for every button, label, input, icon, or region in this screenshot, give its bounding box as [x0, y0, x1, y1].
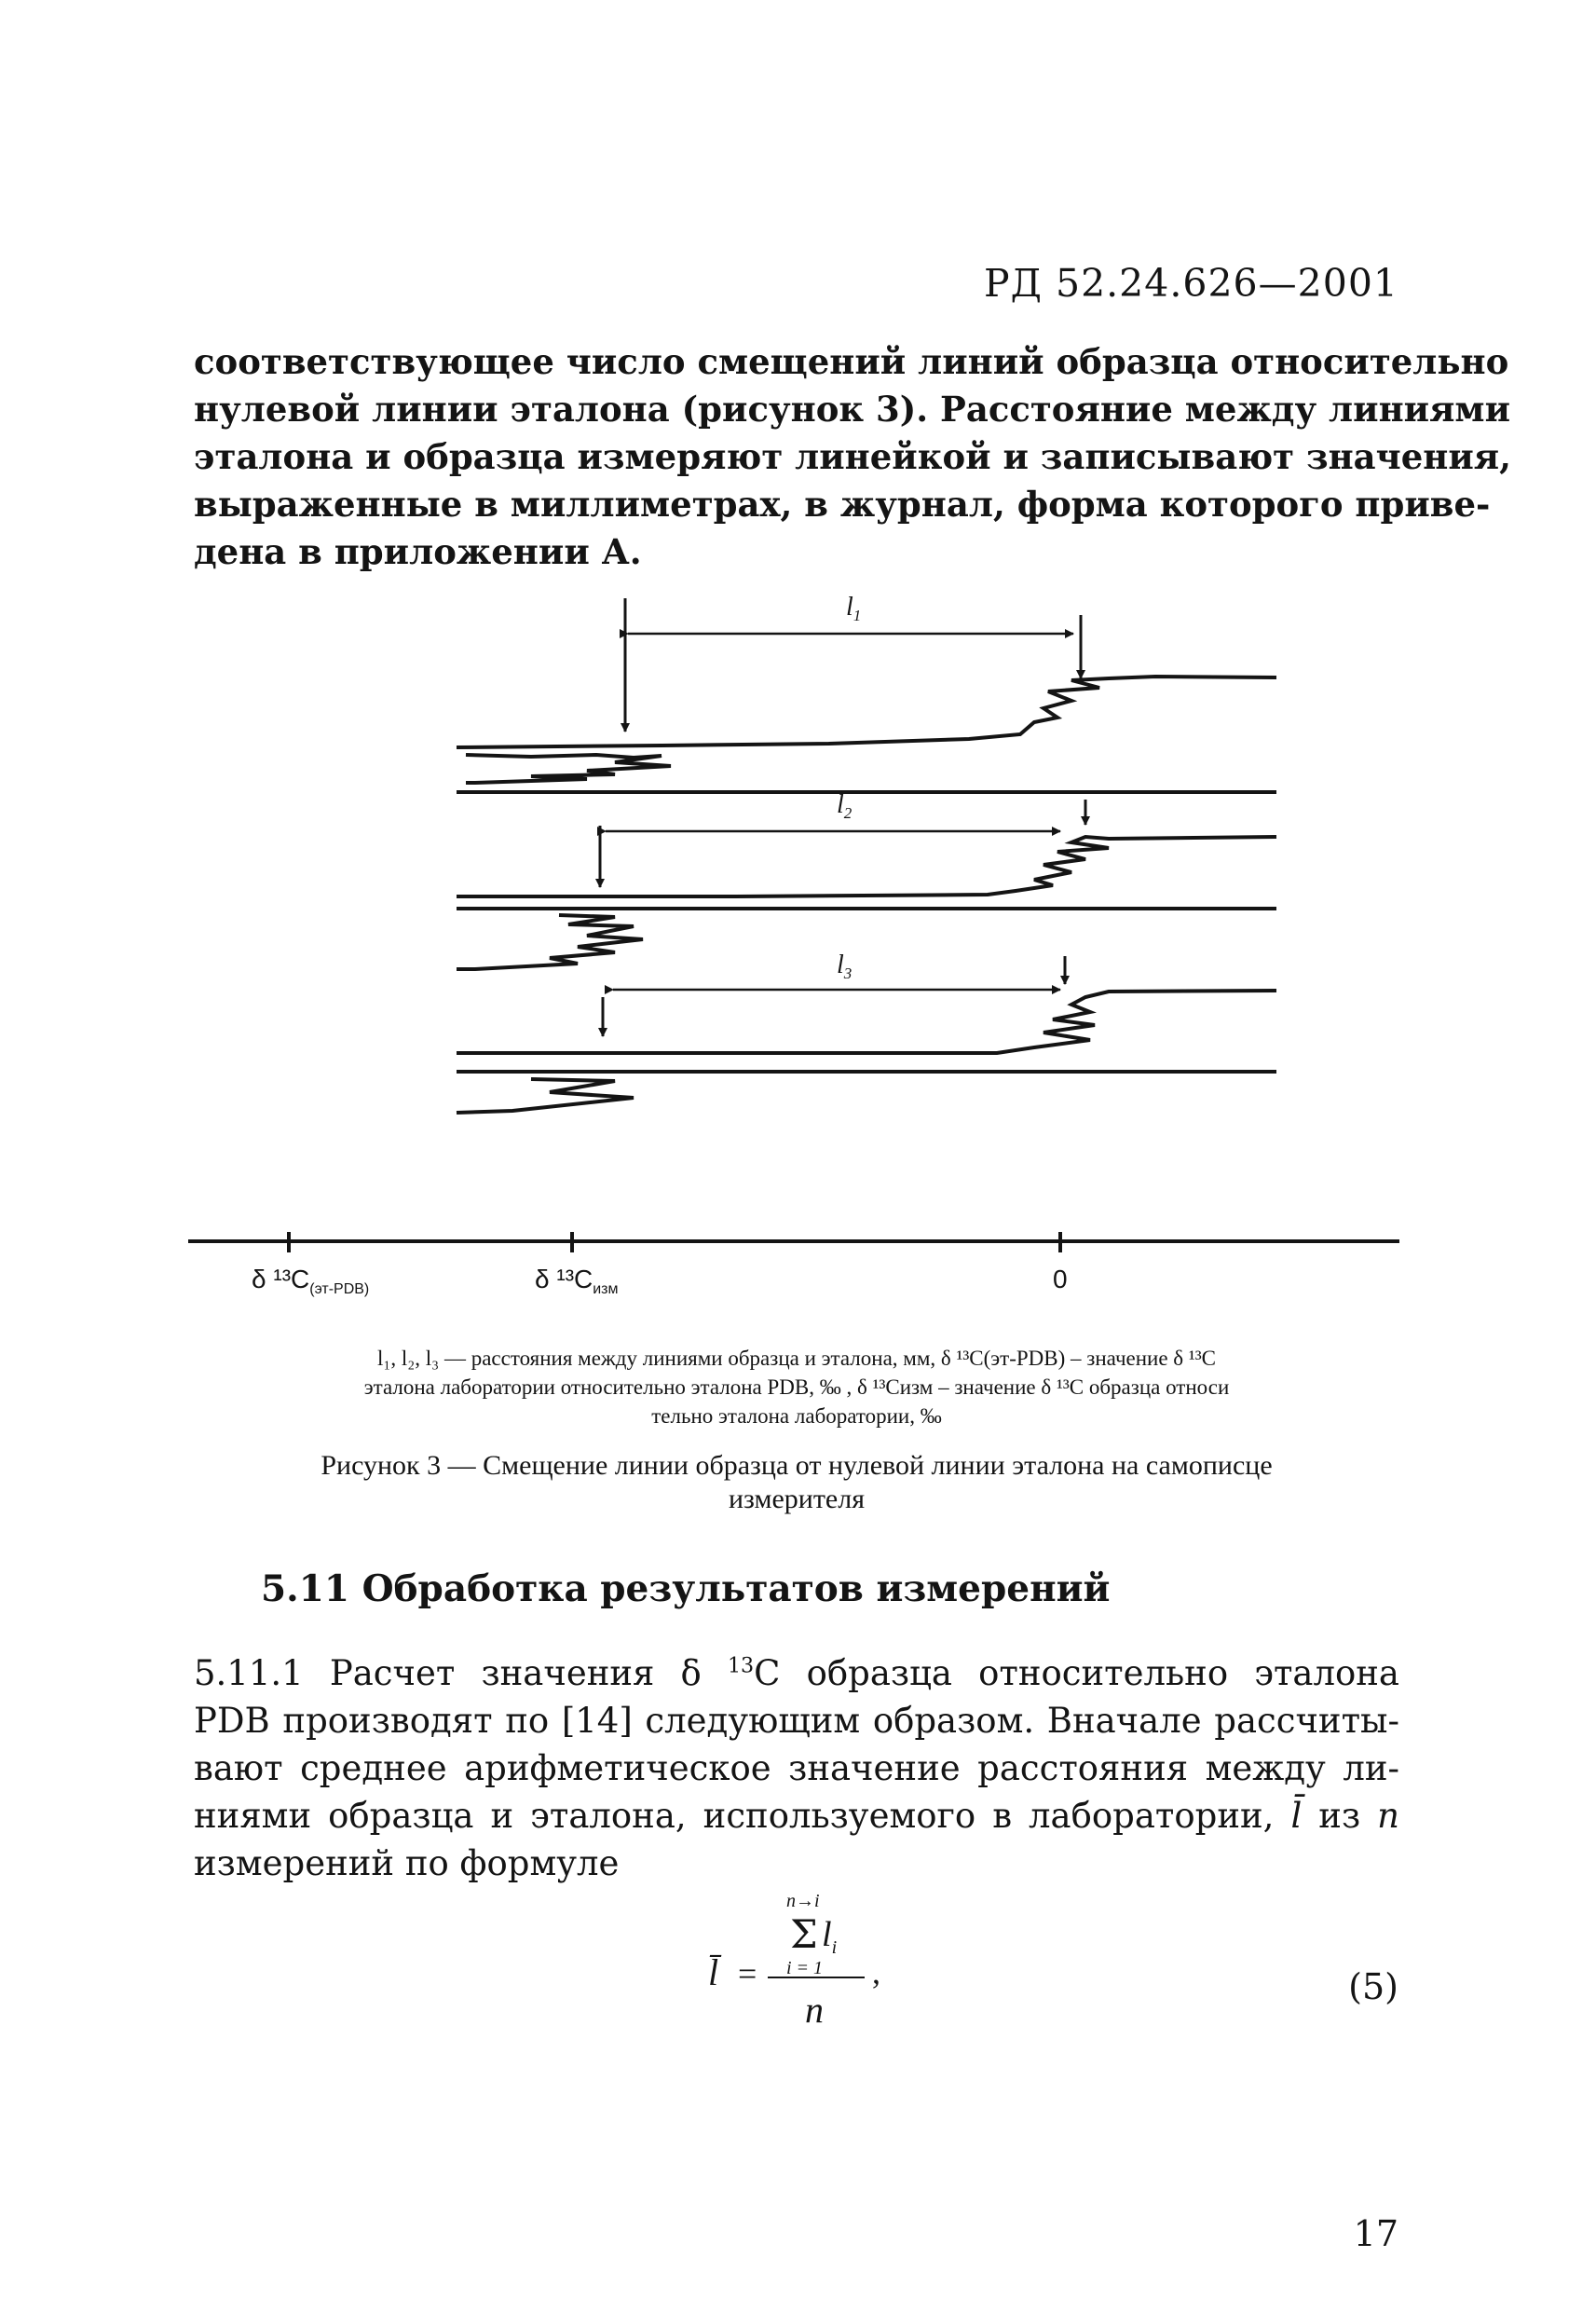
- mean-variable: l̄: [1290, 1796, 1303, 1836]
- legend-line: l₁, l₂, l₃ — расстояния между линиями образца и эталона, мм, δ ¹³C(эт-PDB) – значение δ ¹³C: [376, 1347, 1217, 1370]
- mean-formula: [689, 1882, 950, 2087]
- paragraph-line: эталона и образца измеряют линейкой и записывают значения,: [194, 436, 1511, 477]
- formula-denominator: n: [805, 1989, 824, 2031]
- sum-lower-limit: i = 1: [786, 1958, 824, 1978]
- distance-label-l3: $l_3$: [837, 951, 853, 982]
- legend-line: эталона лаборатории относительно эталона PDB, ‰ , δ ¹³Cизм – значение δ ¹³C образца относи: [363, 1375, 1230, 1399]
- axis-label-reference-pdb: δ $^{13}C_{(эт-PDB)}$: [252, 1265, 370, 1297]
- reference-step-trace: [457, 837, 1276, 896]
- distance-label-l1: $l_1$: [846, 593, 862, 624]
- paragraph-line: PDB производят по [14] следующим образом. Вначале рассчиты-: [194, 1701, 1399, 1741]
- caption-line: Рисунок 3 — Смещение линии образца от нулевой линии эталона на самописце: [321, 1450, 1273, 1481]
- count-variable: n: [1377, 1796, 1399, 1836]
- section-heading: 5.11 Обработка результатов измерений: [261, 1567, 1111, 1610]
- paragraph-line: ниями образца и эталона, используемого в лаборатории, l̄ из n: [194, 1796, 1399, 1836]
- paragraph-line: измерений по формуле: [194, 1843, 620, 1883]
- formula-comma: ,: [872, 1953, 880, 1991]
- formula-equals: =: [738, 1955, 757, 1992]
- summand: $l_i$: [822, 1915, 838, 1958]
- paragraph-line: выраженные в миллиметрах, в журнал, форма которого приве-: [194, 484, 1491, 525]
- paragraph-line: 5.11.1 Расчет значения δ $^{13}$C образца относительно эталона: [194, 1653, 1399, 1693]
- caption-line: измерителя: [728, 1484, 866, 1514]
- measurement-block-1: [457, 598, 1276, 792]
- sample-line-trace: [457, 1079, 634, 1113]
- sum-symbol: Σ: [790, 1911, 818, 1957]
- paragraph-calculation: [194, 1649, 1399, 1887]
- sample-line-trace: [457, 677, 1276, 747]
- paragraph-intro: [194, 338, 1511, 576]
- reference-step-trace: [457, 991, 1276, 1053]
- formula-lhs: l̄: [708, 1951, 719, 1993]
- sample-line-trace: [457, 915, 643, 969]
- axis-label-measured: δ $^{13}C_{изм}$: [535, 1265, 619, 1297]
- reference-step-trace: [466, 755, 671, 783]
- figure-legend: [196, 1344, 1398, 1430]
- measurement-block-2: [457, 800, 1276, 969]
- axis-label-zero: 0: [1053, 1265, 1068, 1293]
- distance-label-l2: $l_2$: [837, 790, 853, 822]
- document-code: РД 52.24.626—2001: [984, 261, 1398, 306]
- page-number: 17: [1353, 2213, 1398, 2254]
- paragraph-line: вают среднее арифметическое значение расстояния между ли-: [194, 1748, 1399, 1788]
- recorder-figure: [177, 587, 1425, 1333]
- paragraph-line: нулевой линии эталона (рисунок 3). Расстояние между линиями: [194, 389, 1511, 430]
- legend-line: тельно эталона лаборатории, ‰: [651, 1404, 942, 1428]
- paragraph-line: дена в приложении А.: [194, 531, 642, 572]
- measurement-block-3: [457, 956, 1276, 1113]
- figure-caption: [196, 1449, 1398, 1516]
- paragraph-line: соответствующее число смещений линий образца относительно: [194, 341, 1509, 382]
- formula-number: (5): [1348, 1966, 1398, 2007]
- sum-upper-limit: n→i: [786, 1891, 820, 1911]
